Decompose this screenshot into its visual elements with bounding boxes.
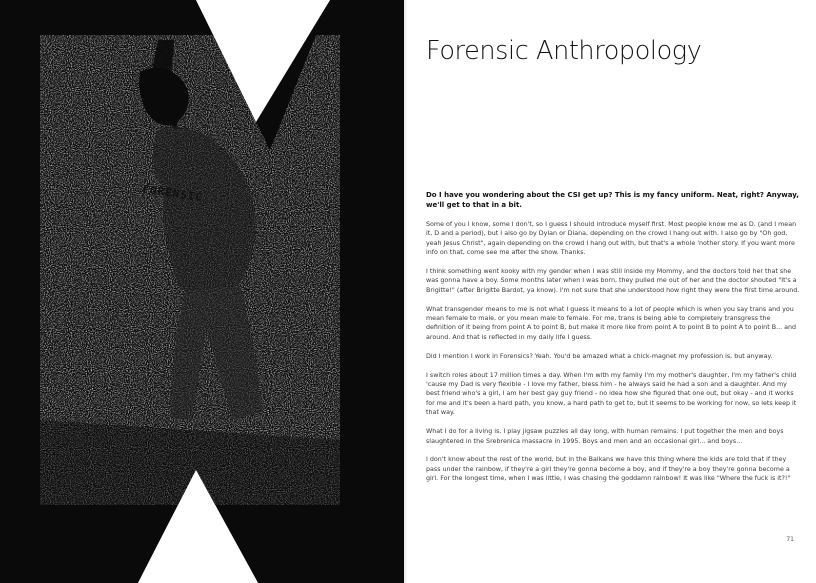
left-page [0,0,404,583]
right-page [410,0,816,583]
article-title: Forensic Anthropology [426,36,702,66]
photo-region [40,35,340,505]
body-paragraph: Some of you I know, some I don't, so I guess I should introduce myself first. Most people know me as D. (and I mean it, D and a period), but I also go by Dylan or Diana, depending on the crowd I hang out with. I also go by "Oh god, yeah Jesus Christ", again depending on the crowd I hang out with, but that's a whole 'nother story. If you want more info on that, come see me after the show. Thanks. [426,220,797,256]
body-paragraph: What transgender means to me is not what I guess it means to a lot of people which is when you say trans and you mean female to male, or you mean male to female. For me, trans is being able to completely transgress the definition of it being from point A to point B, but make it more like from point A to point B to point A to point B... and around. And that is reflected in my daily life I guess. [426,305,797,341]
lead-paragraph: Do I have you wondering about the CSI get up? This is my fancy uniform. Neat, right? Anyway, we'll get to that in a bit. [426,191,799,209]
body-paragraph: What I do for a living is, I play jigsaw puzzles all day long, with human remains. I put together the men and boys slaughtered in the Srebrenica massacre in 1995. Boys and men and an occasional girl... and boys... [426,428,784,445]
body-paragraph: I switch roles about 17 million times a day. When I'm with my family I'm my mother's daughter, I'm my father's child 'cause my Dad is very flexible - I love my father, bless him - he always said he had a son and a daughter. And my best friend who's a girl, I am her best gay guy friend - no idea how she figured that one out, but okay - and it works for me and it's been a hard path, you know, a hard path to get to, but it seems to be working for now, so lets keep it that way. [426,371,797,417]
body-paragraph: I don't know about the rest of the world, but in the Balkans we have this thing where the kids are told that if they pass under the rainbow, if they're a girl they're gonna become a boy, and if they're a boy they're gonna become a girl. For the longest time, when I was little, I was chasing the goddamn rainbow! It was like "Where the fuck is it?!" [426,456,791,483]
x-letter-photo [0,0,404,583]
shirt-text: FORENSIC [141,182,204,205]
page-gutter [404,0,408,583]
body-paragraph: I think something went kooky with my gender when I was still inside my Mommy, and the doctors told her that she was gonna have a boy. Some months later when I was born, they pulled me out of her and the doctor shouted "It's a Brigitte!" (after Brigitte Bardot, ya know). I'm not sure that she understood how right they were the first time around. [426,267,800,294]
article-body [426,191,800,493]
body-paragraph: Did I mention I work in Forensics? Yeah. You'd be amazed what a chick-magnet my profession is, but anyway. [426,352,773,360]
page-number: 71 [786,536,794,543]
